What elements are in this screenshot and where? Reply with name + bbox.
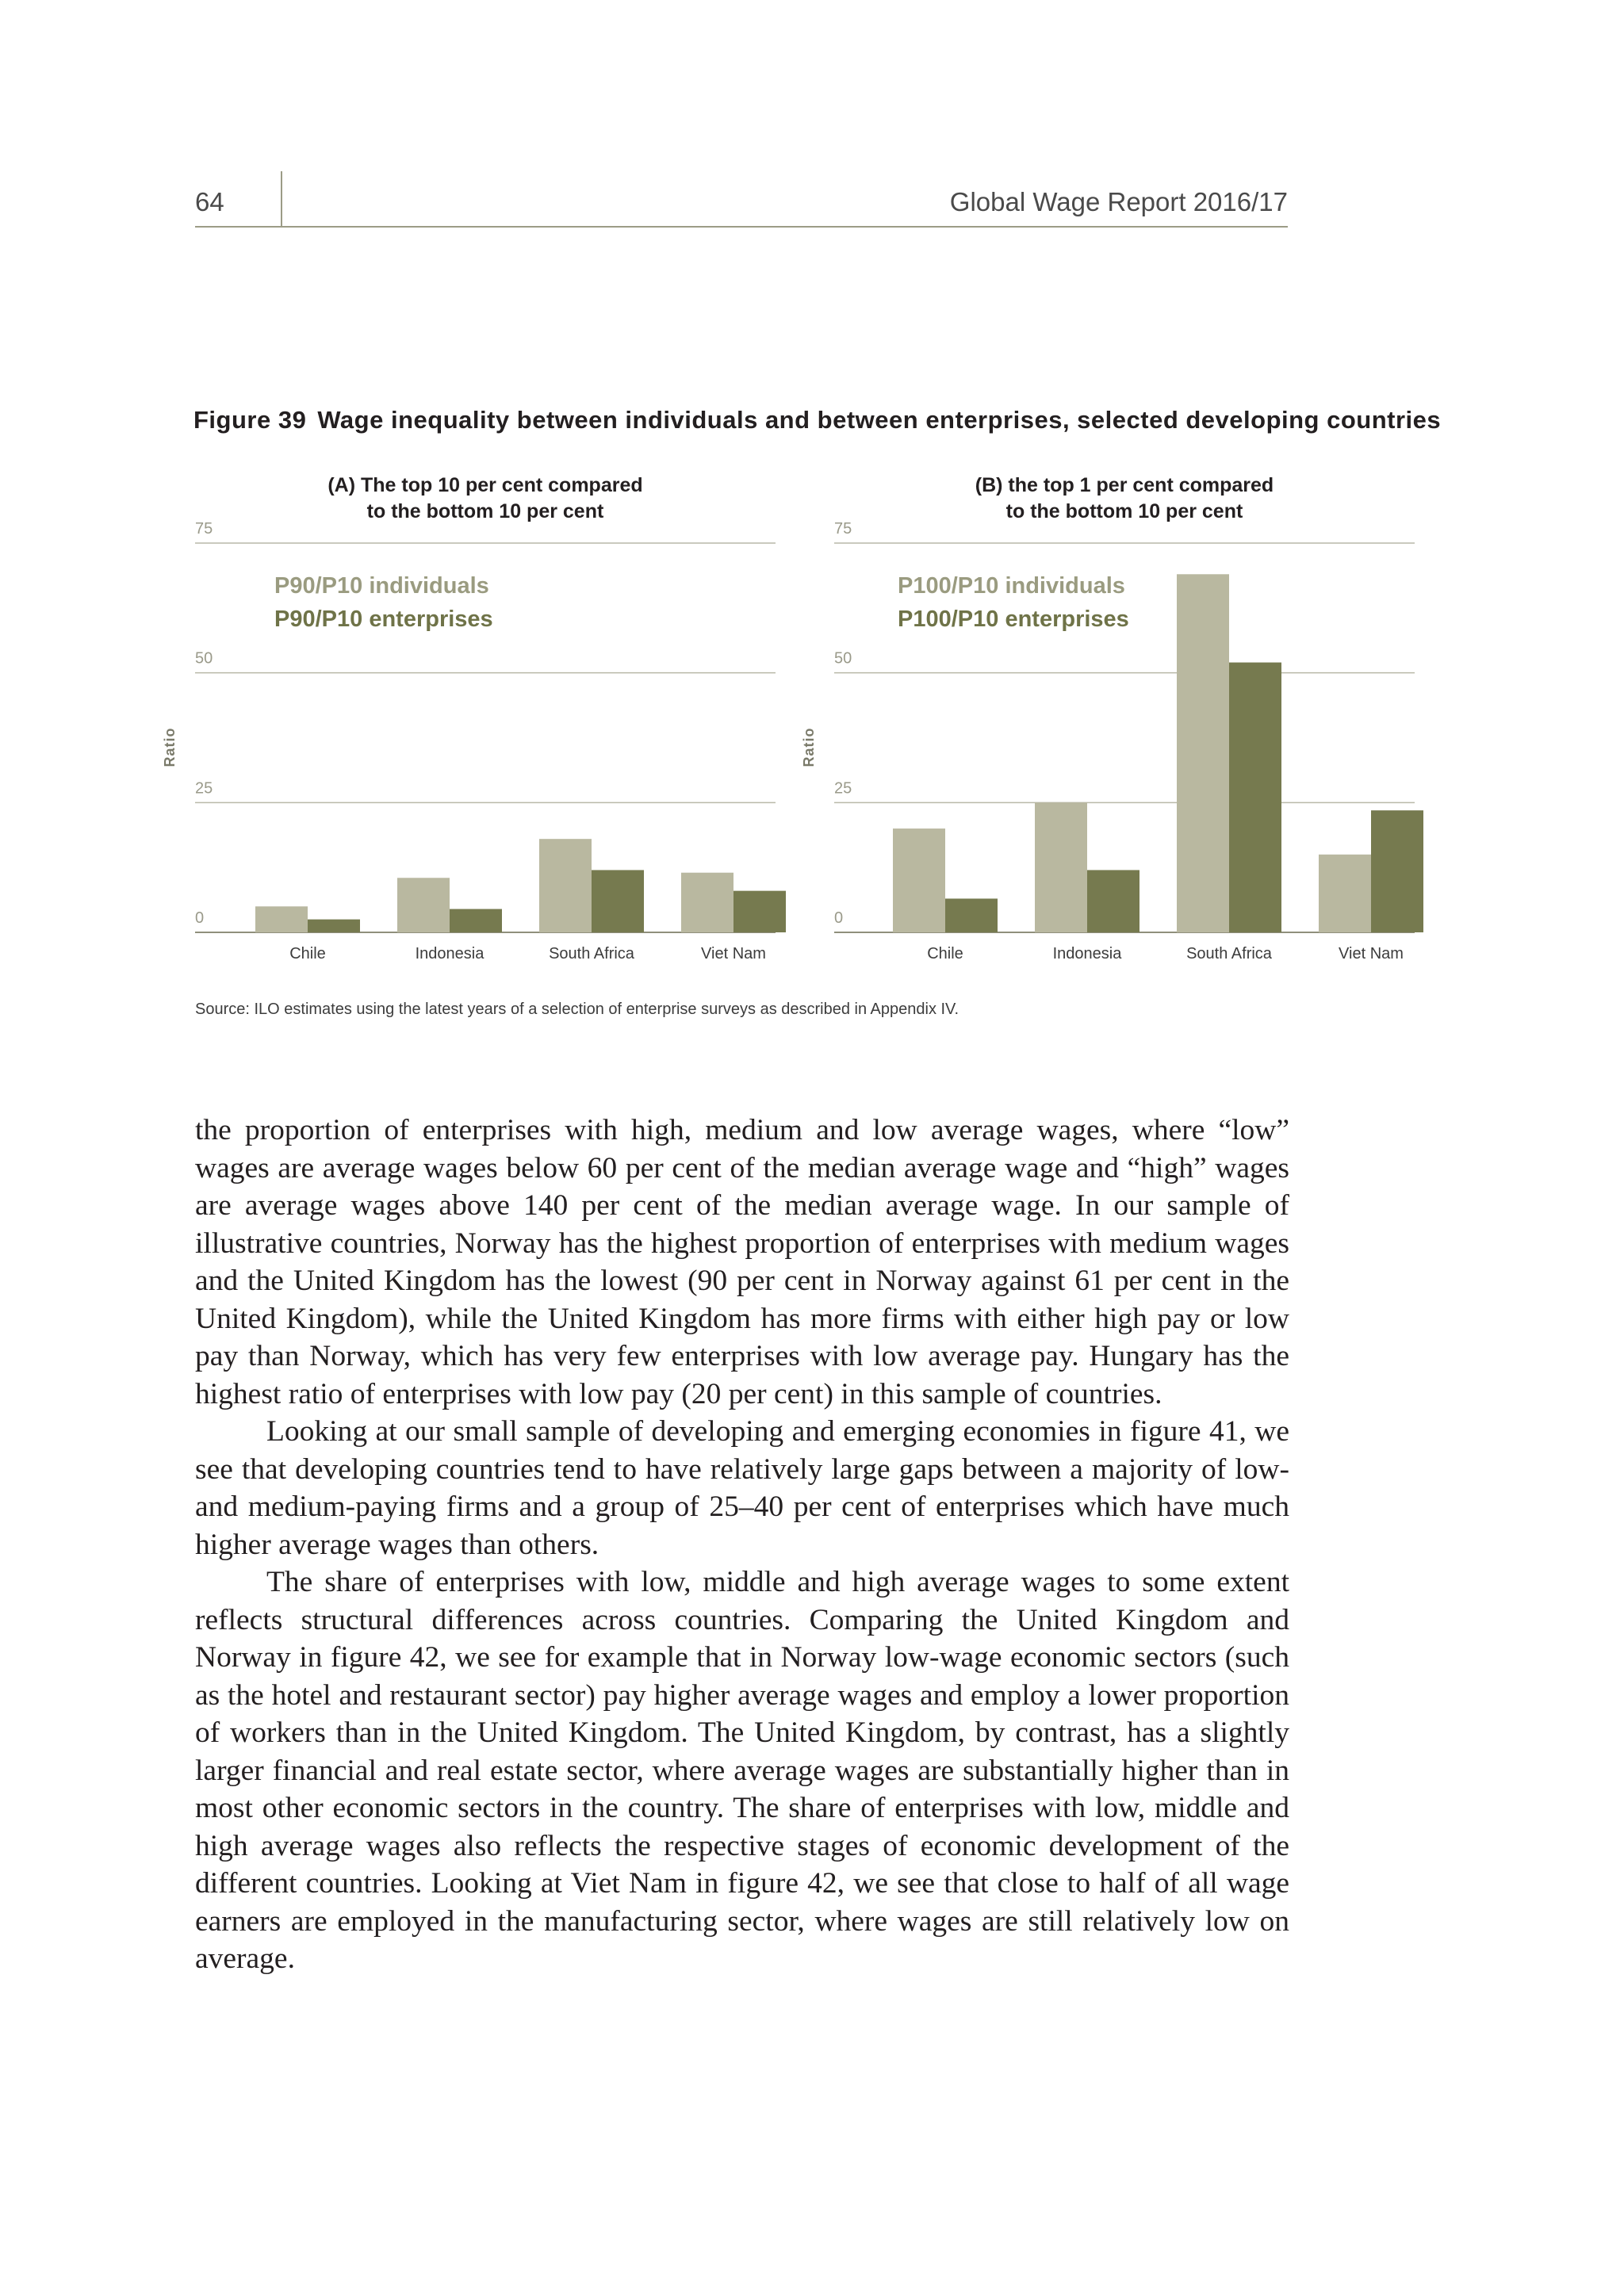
- panel-b-bar-chile-individuals: [893, 828, 945, 932]
- panel-b-category-label-viet-nam: Viet Nam: [1339, 945, 1404, 962]
- panel-a-category-label-viet-nam: Viet Nam: [701, 945, 766, 962]
- panel-b-bar-indonesia-enterprises: [1087, 870, 1139, 932]
- panel-a-ytick-75: 75: [195, 520, 213, 538]
- panel-b-ylabel: Ratio: [801, 727, 817, 767]
- body-paragraph-2: Looking at our small sample of developing and emerging economies in figure 41, we see that developing countries tend to have relatively large gaps between a majority of low- and medium-paying firms and a group of 25–40 per cent of enterprises which have much higher average wages than others.: [195, 1415, 1289, 1561]
- panel-b-ytick-25: 25: [834, 779, 852, 798]
- figure-number: Figure 39: [193, 406, 307, 434]
- panel-a-bar-south-africa-individuals: [539, 839, 592, 932]
- figure-caption: Wage inequality between individuals and between enterprises, selected developing countries: [317, 406, 1442, 434]
- header-rule: [195, 226, 1288, 228]
- panel-b-bar-indonesia-individuals: [1035, 802, 1087, 932]
- panel-a-category-label-indonesia: Indonesia: [415, 945, 485, 962]
- body-text: [195, 1112, 1289, 1978]
- panel-b-ytick-50: 50: [834, 649, 852, 668]
- panel-a-title-line2: to the bottom 10 per cent: [366, 500, 604, 522]
- panel-b-bar-south-africa-individuals: [1177, 574, 1229, 932]
- panel-a-category-label-chile: Chile: [289, 945, 326, 962]
- running-title: Global Wage Report 2016/17: [949, 187, 1288, 216]
- panel-b-category-label-chile: Chile: [927, 945, 963, 962]
- panel-a-title-line1: (A) The top 10 per cent compared: [327, 474, 643, 496]
- panel-a-bar-chile-enterprises: [308, 920, 360, 932]
- panel-b-bar-south-africa-enterprises: [1229, 663, 1281, 932]
- panel-a-ytick-50: 50: [195, 649, 213, 668]
- panel-b-legend-individuals: P100/P10 individuals: [898, 573, 1125, 599]
- panel-a-legend-enterprises: P90/P10 enterprises: [274, 607, 493, 632]
- panel-b-legend-enterprises: P100/P10 enterprises: [898, 607, 1129, 632]
- panel-b-ytick-0: 0: [834, 909, 844, 927]
- body-paragraph-1: the proportion of enterprises with high, medium and low average wages, where “low” wages are average wages below 60 per cent of the median average wage and “high” wages are average wages above 140 per cent of the median average wage. In our sample of illustrative countries, Norway has the highest proportion of enterprises with medium wages and the United Kingdom has the lowest (90 per cent in Norway against 61 per cent in the United Kingdom), while the United Kingdom has more firms with either high pay or low pay than Norway, which has very few enterprises with low average pay. Hungary has the highest ratio of enterprises with low pay (20 per cent) in this sample of countries.: [195, 1114, 1289, 1410]
- panel-b-bar-viet-nam-individuals: [1319, 855, 1371, 932]
- panel-a-bar-chile-individuals: [255, 906, 308, 932]
- panel-b-category-label-south-africa: South Africa: [1186, 945, 1272, 962]
- figure-title: [193, 406, 1462, 434]
- panel-b-bar-chile-enterprises: [945, 898, 998, 932]
- header-divider: [281, 171, 282, 227]
- panel-b-category-label-indonesia: Indonesia: [1052, 945, 1122, 962]
- panel-b-ytick-75: 75: [834, 520, 852, 538]
- panel-a-ylabel: Ratio: [162, 727, 178, 767]
- panel-b-bar-viet-nam-enterprises: [1371, 810, 1423, 932]
- panel-a-bar-viet-nam-individuals: [681, 873, 733, 932]
- figure-source: Source: ILO estimates using the latest years of a selection of enterprise surveys as described in Appendix IV.: [195, 1001, 959, 1018]
- panel-b-title-line2: to the bottom 10 per cent: [1005, 500, 1243, 522]
- panel-b-title-line1: (B) the top 1 per cent compared: [975, 474, 1274, 496]
- panel-a-ytick-0: 0: [195, 909, 205, 927]
- body-paragraph-3: The share of enterprises with low, middle and high average wages to some extent reflects structural differences across countries. Comparing the United Kingdom and Norway in figure 42, we see for example that in Norway low-wage economic sectors (such as the hotel and restaurant sector) pay higher average wages and employ a lower proportion of workers than in the United Kingdom. The United Kingdom, by contrast, has a slightly larger financial and real estate sector, where average wages are substantially higher than in most other economic sectors in the country. The share of enterprises with low, middle and high average wages also reflects the respective stages of economic development of the different countries. Looking at Viet Nam in figure 42, we see that close to half of all wage earners are employed in the manufacturing sector, where wages are still relatively low on average.: [195, 1566, 1289, 1975]
- panel-a-bar-indonesia-individuals: [397, 878, 450, 932]
- panel-a-category-label-south-africa: South Africa: [549, 945, 634, 962]
- panel-a-legend-individuals: P90/P10 individuals: [274, 573, 489, 599]
- panel-a-bar-south-africa-enterprises: [592, 870, 644, 932]
- panel-a-bar-indonesia-enterprises: [450, 909, 502, 932]
- panel-a-ytick-25: 25: [195, 779, 213, 798]
- panel-a-bar-viet-nam-enterprises: [733, 891, 786, 932]
- page-number: 64: [195, 187, 224, 216]
- figure-39-chart: [0, 460, 1624, 983]
